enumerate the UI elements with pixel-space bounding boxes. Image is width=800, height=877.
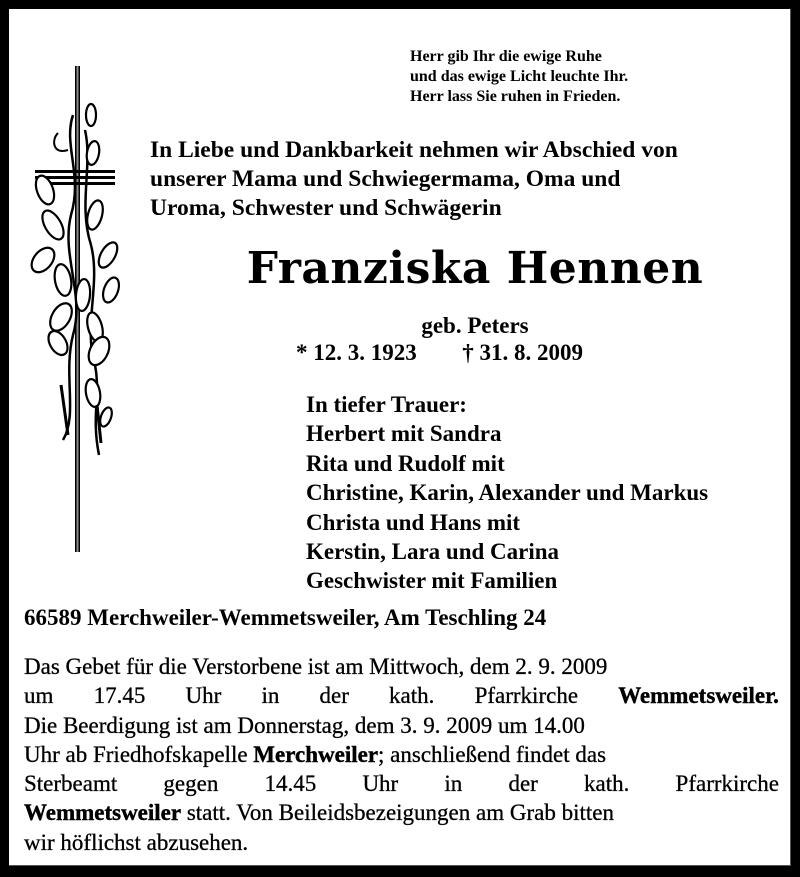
intro-line: In Liebe und Dankbarkeit nehmen wir Abschied von (150, 137, 678, 163)
service-details (24, 652, 779, 857)
details-line (24, 828, 779, 857)
mourner-line: Christine, Karin, Alexander und Markus (306, 480, 709, 506)
details-line (24, 798, 779, 827)
details-word: gegen (163, 771, 219, 797)
details-word: der (319, 683, 349, 709)
mass-location: Wemmetsweiler (24, 800, 182, 826)
mourners-list (306, 390, 708, 596)
psalm-line: Herr lass Sie ruhen in Frieden. (410, 88, 621, 105)
prayer-location: Wemmetsweiler. (618, 683, 779, 709)
details-word: Uhr (185, 683, 222, 709)
details-line (24, 740, 779, 769)
address: 66589 Merchweiler-Wemmetsweiler, Am Teschling 24 (24, 605, 547, 630)
psalm-verse (410, 47, 628, 107)
details-text-post: statt. Von Beileidsbezeigungen am Grab bitten (181, 800, 614, 826)
mourner-line: Rita und Rudolf mit (306, 450, 505, 476)
details-line (24, 769, 779, 798)
birth-star-icon: * (296, 340, 308, 365)
intro-text (150, 136, 678, 223)
details-text-post: ; anschließend findet das (378, 741, 607, 767)
details-line (24, 711, 779, 740)
funeral-location: Merchweiler (253, 741, 379, 767)
mourners-heading: In tiefer Trauer: (306, 392, 467, 417)
intro-line: Uroma, Schwester und Schwägerin (150, 195, 502, 221)
death-date: 31. 8. 2009 (479, 340, 583, 365)
details-word: um (24, 683, 54, 709)
details-word: kath. (389, 683, 435, 709)
details-text: wir höflichst abzusehen. (24, 829, 249, 855)
details-word: kath. (584, 771, 630, 797)
details-line (24, 652, 779, 681)
mourner-line: Herbert mit Sandra (306, 421, 502, 447)
mourner-line: Geschwister mit Familien (306, 568, 558, 594)
life-dates (296, 339, 583, 366)
details-word: Pfarrkirche (675, 771, 779, 797)
details-word: in (261, 683, 280, 709)
details-word: der (508, 771, 538, 797)
details-text: Die Beerdigung ist am Donnerstag, dem 3. 9. 2009 um 14.00 (24, 712, 585, 738)
mourner-line: Kerstin, Lara und Carina (306, 539, 560, 565)
details-word: 14.45 (264, 771, 317, 797)
obituary-notice (9, 9, 791, 866)
details-text (24, 798, 614, 827)
details-text-pre: Uhr ab Friedhofskapelle (24, 741, 248, 767)
details-line (24, 681, 779, 710)
psalm-line: und das ewige Licht leuchte Ihr. (410, 68, 629, 85)
cross-with-roses-icon (23, 55, 123, 555)
details-word: in (444, 771, 463, 797)
intro-line: unserer Mama und Schwiegermama, Oma und (150, 166, 621, 192)
psalm-line: Herr gib Ihr die ewige Ruhe (410, 48, 602, 65)
details-word: Uhr (362, 771, 399, 797)
details-word: 17.45 (93, 683, 146, 709)
birth-date: 12. 3. 1923 (313, 340, 417, 365)
deceased-name: Franziska Hennen (246, 243, 704, 294)
details-word: Sterbeamt (24, 771, 118, 797)
details-text: Das Gebet für die Verstorbene ist am Mittwoch, dem 2. 9. 2009 (24, 654, 608, 679)
death-cross-icon: † (462, 340, 474, 365)
maiden-name: geb. Peters (421, 313, 529, 338)
mourner-line: Christa und Hans mit (306, 509, 521, 535)
details-word: Pfarrkirche (474, 683, 579, 709)
details-text (24, 740, 606, 769)
